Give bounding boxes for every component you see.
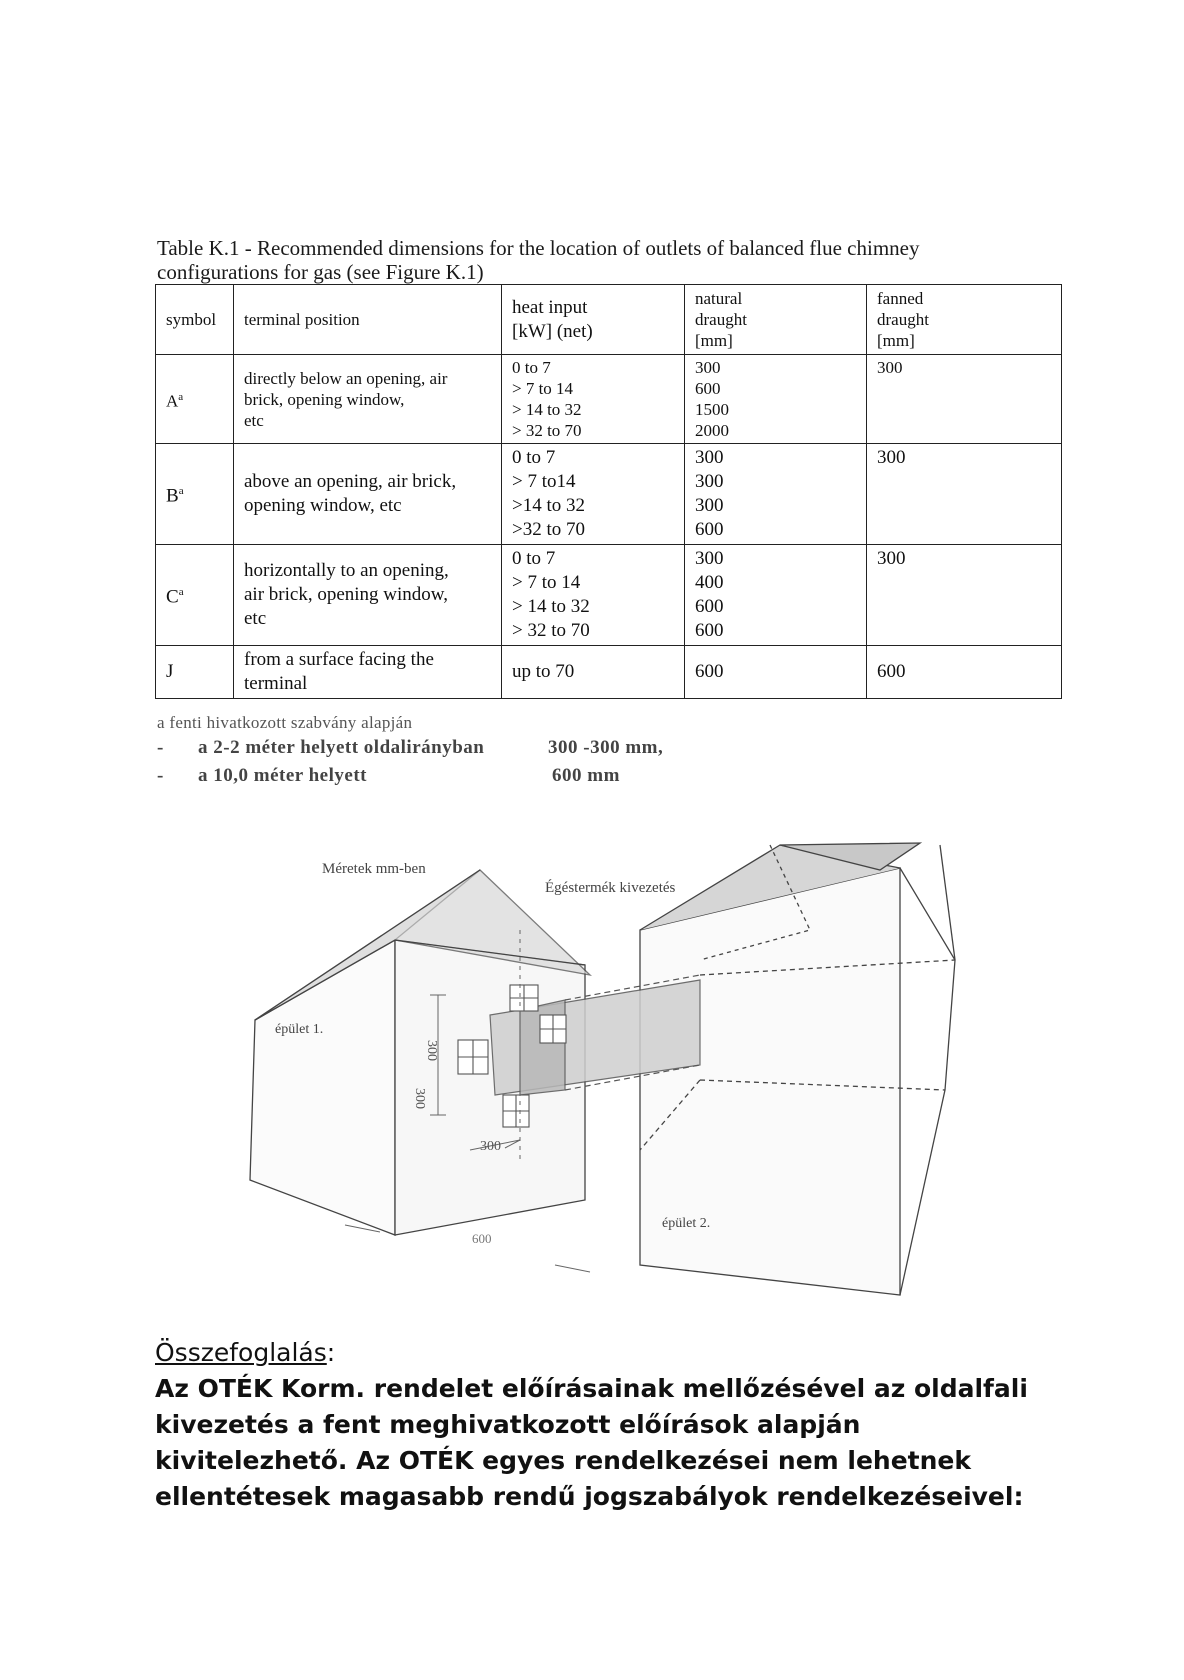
- row-symbol: $C^a$: [156, 545, 234, 646]
- note-text-2: a 10,0 méter helyett: [198, 765, 367, 786]
- figure-units-label: Méretek mm-ben: [322, 861, 426, 877]
- row-position: from a surface facing the terminal: [234, 646, 502, 699]
- row-natural-draught: 300 300 300 600: [685, 444, 867, 545]
- row-fanned-draught: 300: [867, 355, 1062, 444]
- row-natural-draught: 600: [685, 646, 867, 699]
- note-value-2: 600 mm: [552, 765, 620, 786]
- header-terminal-position: terminal position: [234, 285, 502, 355]
- row-heat-input: 0 to 7 > 7 to 14 > 14 to 32 > 32 to 70: [502, 355, 685, 444]
- caption-line-2: configurations for gas (see Figure K.1): [157, 260, 484, 284]
- figure-dim-300-a: 300: [424, 1040, 439, 1061]
- note-dash-2: -: [157, 765, 164, 786]
- figure-dim-300-b: 300: [412, 1088, 427, 1109]
- summary-heading: [155, 1335, 1055, 1371]
- summary-section: [155, 1335, 1055, 1515]
- row-position: directly below an opening, air brick, opening window, etc: [234, 355, 502, 444]
- summary-colon: :: [326, 1338, 336, 1367]
- flue-zone-front: [520, 1000, 565, 1095]
- row-position: above an opening, air brick, opening window, etc: [234, 444, 502, 545]
- note-text-1: a 2-2 méter helyett oldalirányban: [198, 737, 485, 758]
- figure-building-1-label: épület 1.: [275, 1022, 324, 1037]
- caption-line-1: Table K.1 - Recommended dimensions for the location of outlets of balanced flue chimney: [157, 236, 920, 260]
- notes-source: a fenti hivatkozott szabvány alapján: [157, 713, 413, 732]
- row-fanned-draught: 300: [867, 545, 1062, 646]
- building-1-left-wall: [250, 940, 395, 1235]
- row-symbol: $B^a$: [156, 444, 234, 545]
- building-2-corner: [940, 845, 955, 960]
- row-heat-input: 0 to 7 > 7 to 14 > 14 to 32 > 32 to 70: [502, 545, 685, 646]
- summary-title: Összefoglalás: [155, 1338, 327, 1367]
- figure-dim-300-horizontal: 300: [480, 1139, 501, 1154]
- row-heat-input: up to 70: [502, 646, 685, 699]
- figure-dim-600: 600: [472, 1231, 492, 1246]
- note-dash-1: -: [157, 737, 164, 758]
- row-fanned-draught: 300: [867, 444, 1062, 545]
- row-heat-input: 0 to 7 > 7 to14 >14 to 32 >32 to 70: [502, 444, 685, 545]
- header-fanned-draught: fanned draught [mm]: [867, 285, 1062, 355]
- figure-building-2-label: épület 2.: [662, 1216, 711, 1231]
- figure-flue-label: Égéstermék kivezetés: [545, 880, 676, 896]
- distance-arrows: [345, 1225, 590, 1272]
- row-symbol: $A^a$: [156, 355, 234, 444]
- header-symbol: symbol: [156, 285, 234, 355]
- row-natural-draught: 300 600 1500 2000: [685, 355, 867, 444]
- header-natural-draught: natural draught [mm]: [685, 285, 867, 355]
- summary-body: Az OTÉK Korm. rendelet előírásainak mellőzésével az oldalfali kivezetés a fent meghivatkozott előírások alapján kivitelezhető. Az OTÉK egyes rendelkezései nem lehetnek ellentétesek magasabb rendű jogszabályok rendelkezéseivel:: [155, 1374, 1028, 1511]
- row-fanned-draught: 600: [867, 646, 1062, 699]
- row-position: horizontally to an opening, air brick, opening window, etc: [234, 545, 502, 646]
- note-value-1: 300 -300 mm,: [548, 737, 664, 758]
- row-symbol: J: [156, 646, 234, 699]
- row-natural-draught: 300 400 600 600: [685, 545, 867, 646]
- building-2-far-edge: [900, 868, 955, 1295]
- header-heat-input: heat input [kW] (net): [502, 285, 685, 355]
